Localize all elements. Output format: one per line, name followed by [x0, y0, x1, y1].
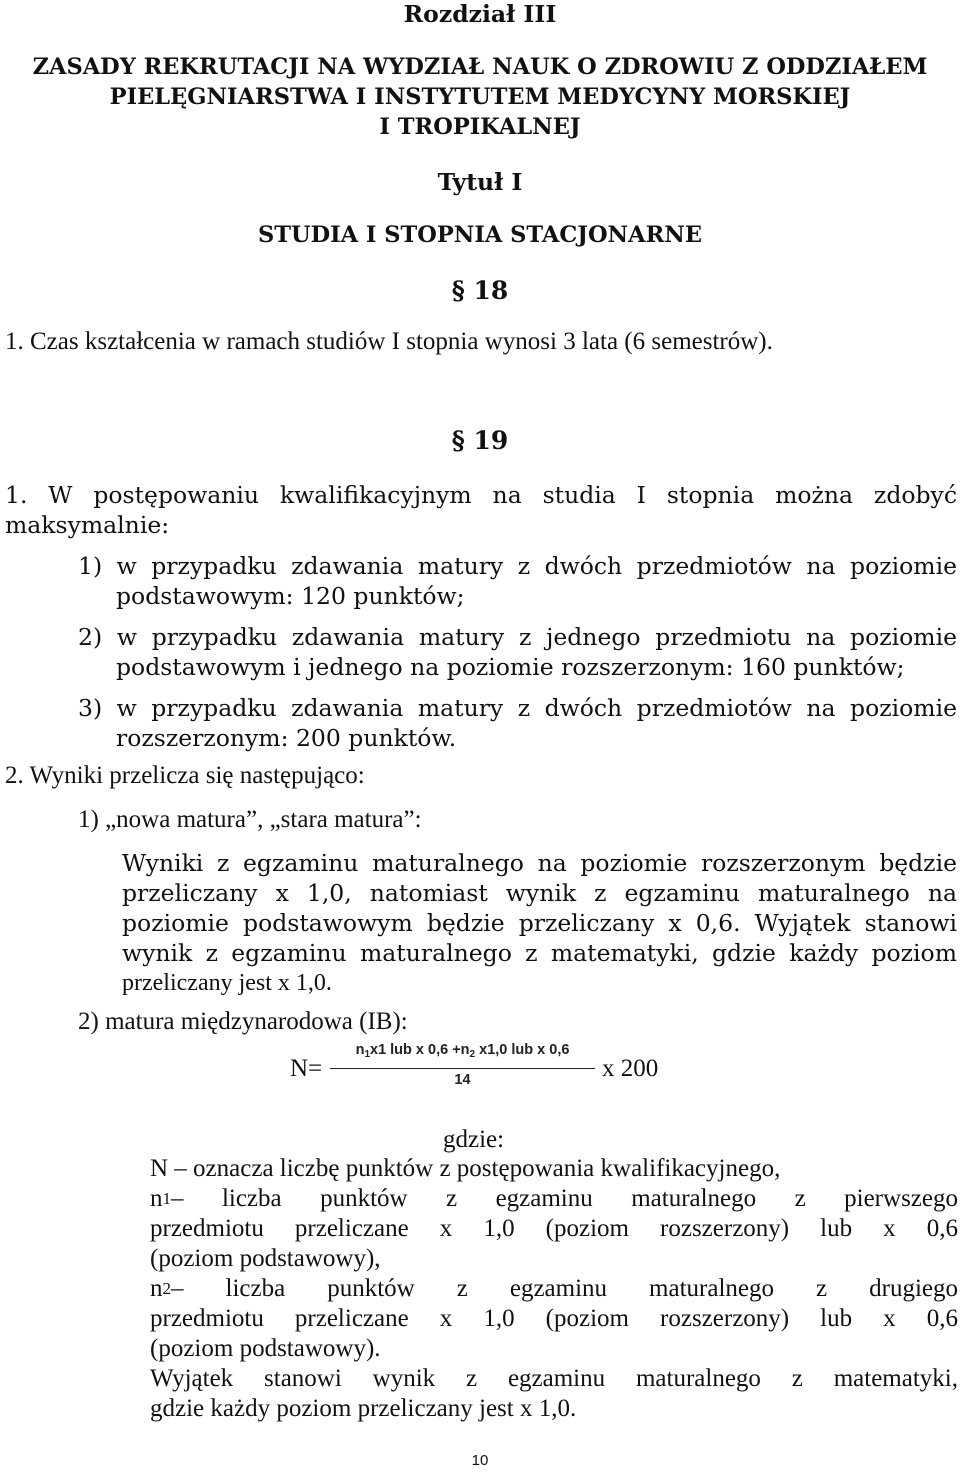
def-n1-line-1: n 1 – liczba punktów z egzaminu maturalnego z pierwszego — [150, 1185, 958, 1212]
par19-sub-1-line-1: 1) w przypadku zdawania matury z dwóch przedmiotów na poziomie — [78, 552, 957, 580]
par19-sub-1-line-2: podstawowym: 120 punktów; — [116, 582, 465, 610]
def-n2-line-3: (poziom podstawowy). — [150, 1335, 381, 1362]
sub1-text-line-5: przeliczany jest x 1,0. — [122, 970, 332, 996]
title-line-3: I TROPIKALNEJ — [379, 114, 581, 140]
par18-item-1: 1. Czas kształcenia w ramach studiów I stopnia wynosi 3 lata (6 semestrów). — [5, 328, 773, 355]
def-N: N – oznacza liczbę punktów z postępowania kwalifikacyjnego, — [150, 1155, 781, 1182]
exception-line-1: Wyjątek stanowi wynik z egzaminu maturalnego z matematyki, — [150, 1365, 958, 1392]
par19-sub-3-line-2: rozszerzonym: 200 punktów. — [116, 724, 457, 752]
chapter-heading: Rozdział III — [403, 0, 557, 28]
page-number: 10 — [471, 1452, 489, 1469]
par19-item-1 — [5, 480, 957, 540]
par19-sub-2-line-2: podstawowym i jednego na poziomie rozszerzonym: 160 punktów; — [116, 653, 905, 681]
formula-denominator: 14 — [454, 1072, 471, 1088]
sub1-text-line-3: poziomie podstawowym będzie przeliczany x 0,6. Wyjątek stanowi — [122, 909, 957, 937]
formula-lhs: N= — [290, 1055, 323, 1082]
fraction-bar — [330, 1068, 595, 1069]
par19-item-2-sub-2: 2) matura międzynarodowa (IB): — [78, 1008, 408, 1035]
title-line-2: PIELĘGNIARSTWA I INSTYTUTEM MEDYCYNY MORSKIEJ — [109, 84, 851, 110]
definitions — [150, 1154, 958, 1424]
par19-sub-2 — [78, 622, 957, 682]
sub1-text-line-2: przeliczany x 1,0, natomiast wynik z egzaminu maturalnego na — [122, 879, 957, 907]
sub1-text-line-4: wynik z egzaminu maturalnego z matematyki, gdzie każdy poziom — [122, 939, 957, 967]
par19-sub-3-line-1: 3) w przypadku zdawania matury z dwóch przedmiotów na poziomie — [78, 694, 957, 722]
paragraph-19-heading: § 19 — [451, 426, 509, 455]
where-label: gdzie: — [443, 1126, 505, 1153]
formula-rhs: x 200 — [602, 1055, 659, 1082]
par19-sub-3 — [78, 693, 957, 753]
par19-item-2-sub-1-text — [122, 848, 957, 998]
par19-item-1-line-2: maksymalnie: — [5, 511, 170, 539]
paragraph-18-heading: § 18 — [451, 276, 509, 305]
title-line-1: ZASADY REKRUTACJI NA WYDZIAŁ NAUK O ZDROWIU Z ODDZIAŁEM — [32, 54, 928, 80]
subtitle: Tytuł I — [437, 168, 523, 196]
def-n1-line-3: (poziom podstawowy), — [150, 1245, 381, 1272]
par19-sub-2-line-1: 2) w przypadku zdawania matury z jednego przedmiotu na poziomie — [78, 623, 957, 651]
par19-item-2-sub-1: 1) „nowa matura”, „stara matura”: — [78, 806, 422, 833]
formula-fraction — [330, 1042, 595, 1092]
sub1-text-line-1: Wyniki z egzaminu maturalnego na poziomie rozszerzonym będzie — [122, 849, 957, 877]
par19-item-2: 2. Wyniki przelicza się następująco: — [5, 762, 365, 789]
par19-sub-1 — [78, 551, 957, 611]
def-n2-line-2: przedmiotu przeliczane x 1,0 (poziom rozszerzony) lub x 0,6 — [150, 1305, 958, 1332]
formula-numerator: $n_1x1$ lub x $0,6 +n_2$ x1,0 lub x 0,6 — [355, 1042, 570, 1060]
def-n1-line-2: przedmiotu przeliczane x 1,0 (poziom rozszerzony) lub x 0,6 — [150, 1215, 958, 1242]
par19-item-1-line-1: 1. W postępowaniu kwalifikacyjnym na studia I stopnia można zdobyć — [5, 481, 957, 509]
section-heading: STUDIA I STOPNIA STACJONARNE — [257, 222, 702, 248]
def-n2-line-1: n 2 – liczba punktów z egzaminu maturalnego z drugiego — [150, 1275, 958, 1302]
exception-line-2: gdzie każdy poziom przeliczany jest x 1,0. — [150, 1395, 577, 1422]
